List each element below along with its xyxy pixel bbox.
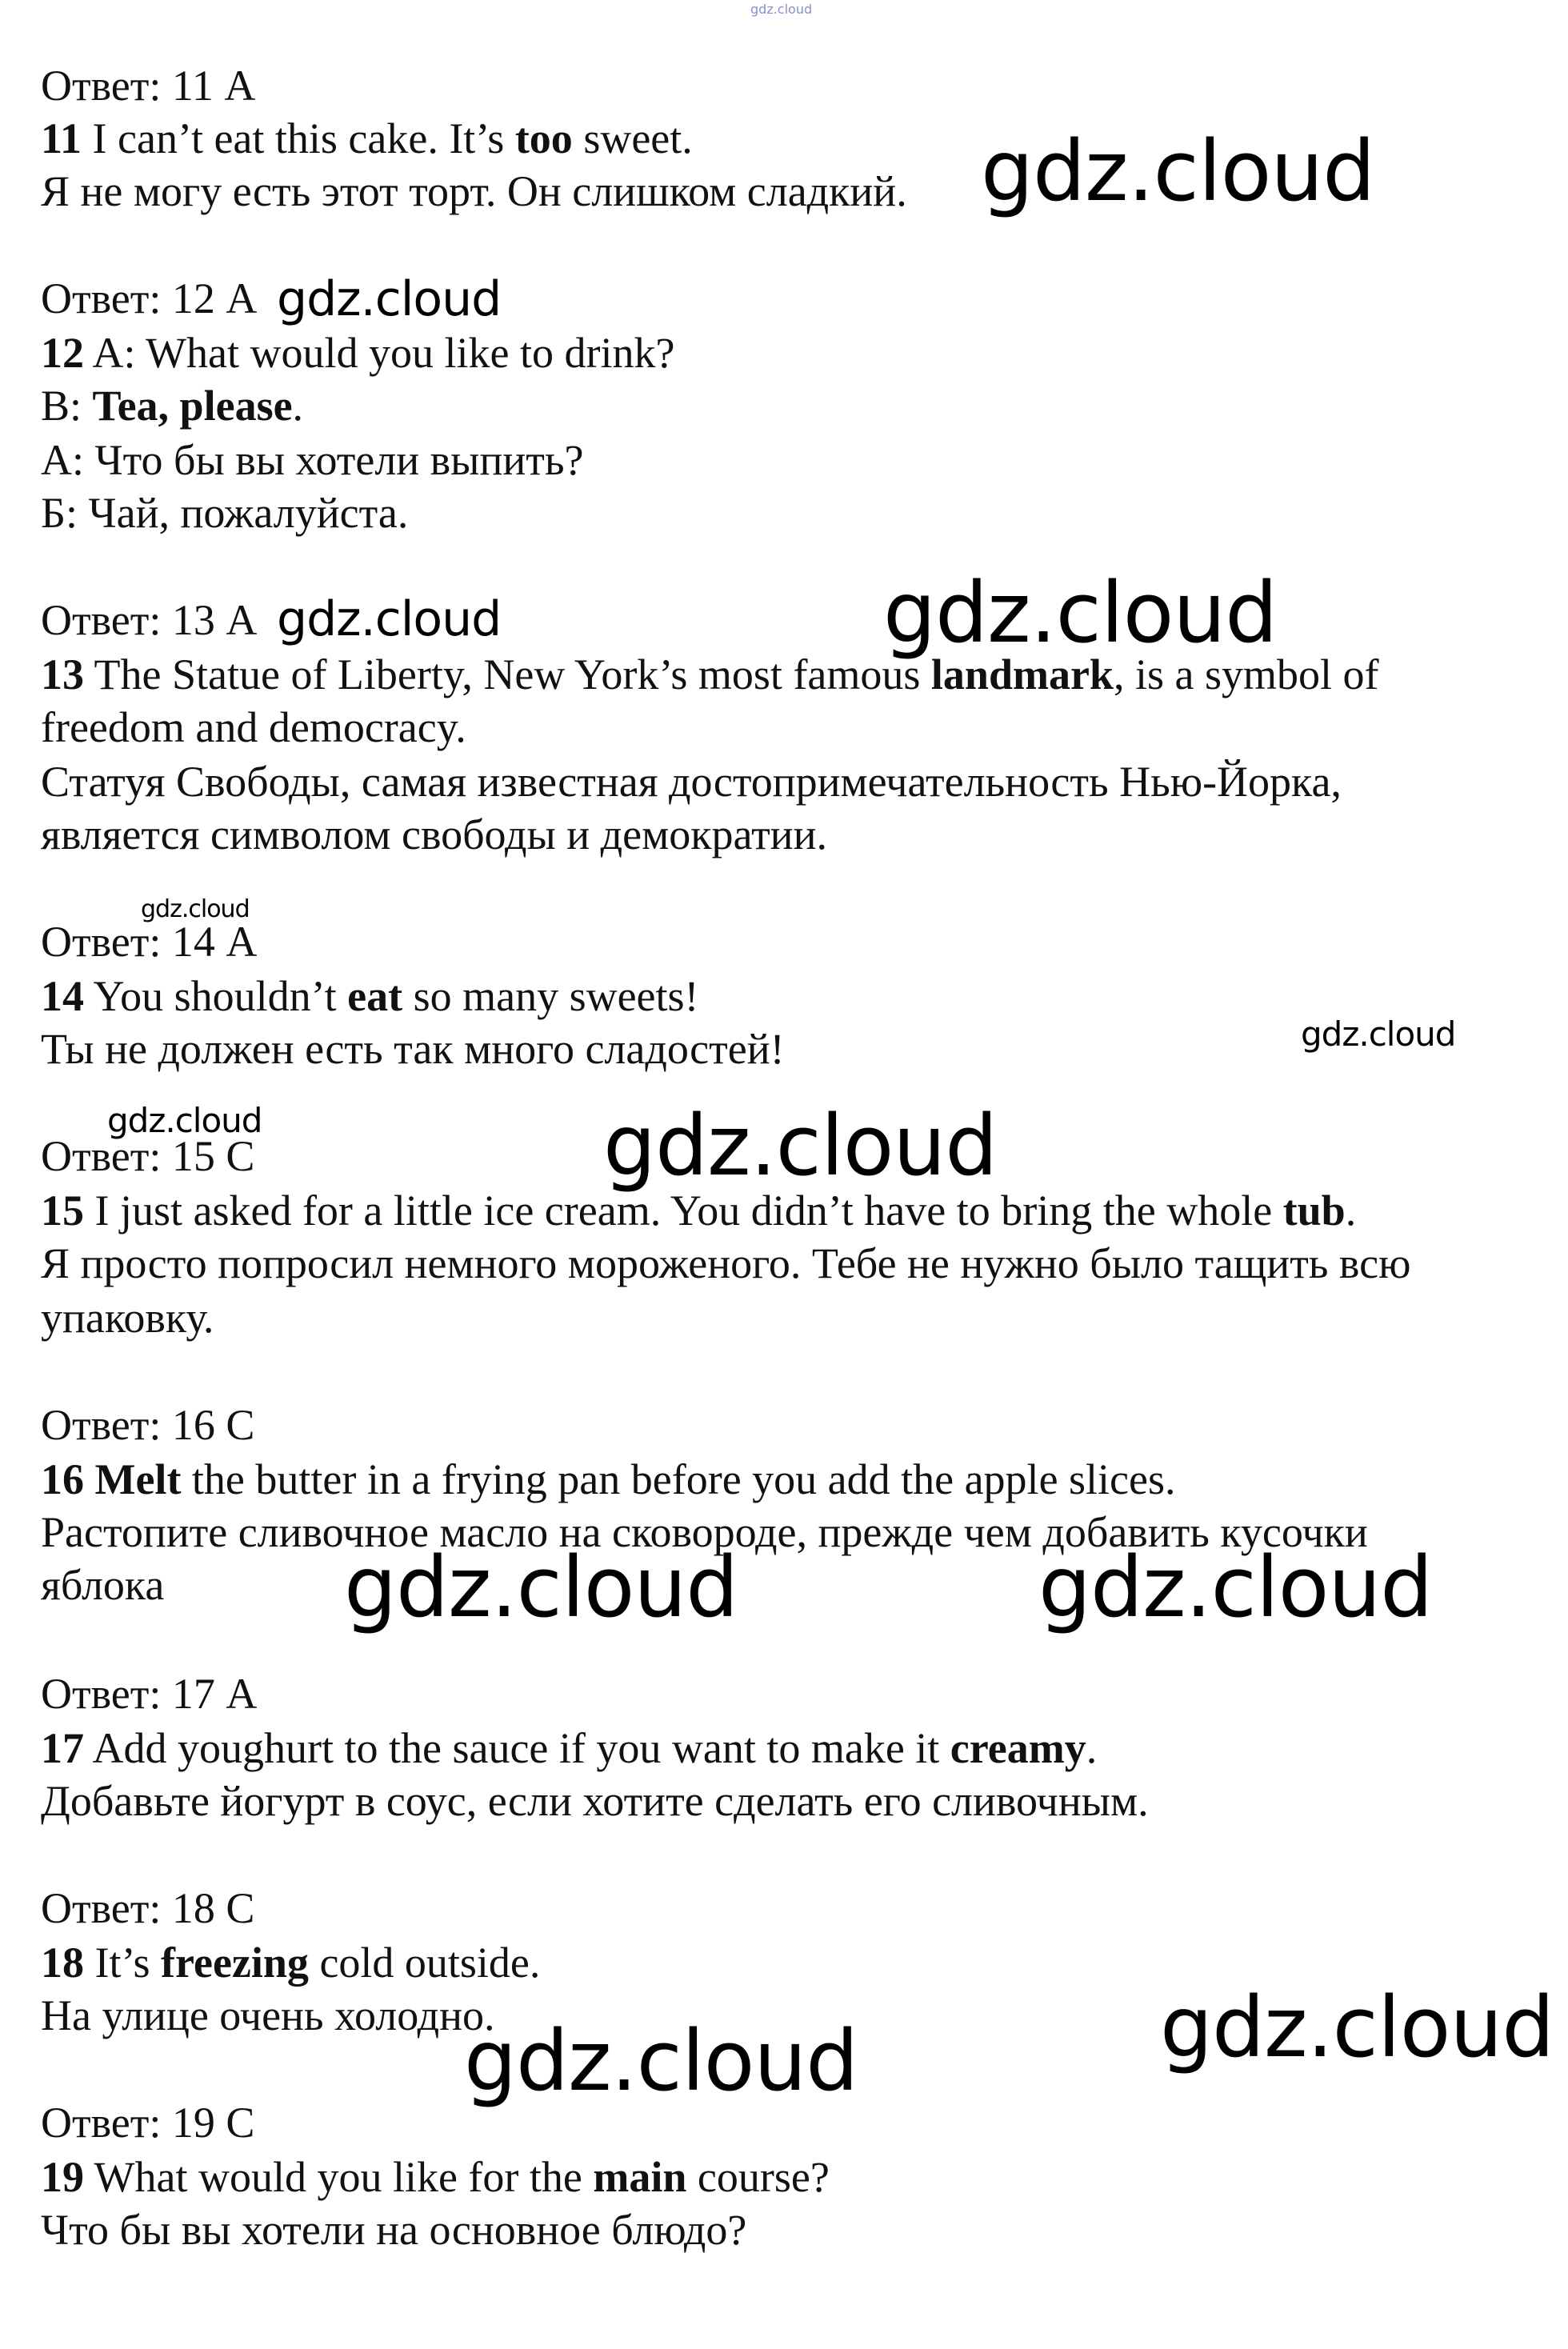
sentence-text: What would you like for the bbox=[84, 2153, 594, 2201]
sentence-text: . bbox=[1086, 1724, 1098, 1772]
watermark-text: gdz.cloud bbox=[277, 591, 502, 647]
bold-keyword: tub bbox=[1282, 1187, 1346, 1235]
answer-13-russian-a: Статуя Свободы, самая известная достопримечательность Нью-Йорка, bbox=[41, 758, 1342, 806]
sentence-text: so many sweets! bbox=[402, 972, 699, 1020]
sentence-text: B: bbox=[41, 382, 93, 430]
sentence-text: , is a symbol of bbox=[1113, 650, 1379, 698]
answer-17-label: Ответ: 17 A bbox=[41, 1670, 258, 1718]
answer-18-label: Ответ: 18 C bbox=[41, 1884, 255, 1932]
watermark-text: gdz.cloud bbox=[1301, 1014, 1456, 1054]
answer-13-english-b bbox=[41, 703, 466, 751]
answer-16-label: Ответ: 16 C bbox=[41, 1401, 255, 1449]
watermark-text: gdz.cloud bbox=[464, 2012, 858, 2110]
bold-keyword: landmark bbox=[930, 650, 1114, 698]
answer-12-russian-a: А: Что бы вы хотели выпить? bbox=[41, 436, 584, 484]
watermark-text: gdz.cloud bbox=[883, 564, 1278, 662]
sentence-text: sweet. bbox=[572, 114, 693, 162]
bold-keyword: 17 bbox=[41, 1724, 84, 1772]
bold-keyword: too bbox=[514, 114, 573, 162]
answer-11-label: Ответ: 11 A bbox=[41, 62, 256, 110]
answer-14-russian: Ты не должен есть так много сладостей! bbox=[41, 1025, 785, 1073]
answer-14-english bbox=[41, 974, 699, 1018]
answer-15-russian-a: Я просто попросил немного мороженого. Тебе не нужно было тащить всю bbox=[41, 1239, 1411, 1287]
answer-16-english bbox=[41, 1455, 1176, 1503]
top-watermark-tag: gdz.cloud bbox=[750, 2, 813, 17]
sentence-text: the butter in a frying pan before you add the apple slices. bbox=[181, 1455, 1176, 1503]
sentence-text: You shouldn’t bbox=[84, 972, 348, 1020]
answer-13-label: Ответ: 13 A bbox=[41, 596, 258, 644]
bold-keyword: creamy bbox=[950, 1724, 1086, 1772]
answer-16-russian-a: Растопите сливочное масло на сковороде, прежде чем добавить кусочки bbox=[41, 1508, 1368, 1556]
sentence-text: freedom and democracy. bbox=[41, 703, 466, 751]
bold-keyword: 16 Melt bbox=[41, 1455, 182, 1503]
bold-keyword: freezing bbox=[161, 1939, 309, 1987]
watermark-text: gdz.cloud bbox=[107, 1101, 262, 1140]
bold-keyword: Tea, please bbox=[92, 382, 293, 430]
sentence-text: I just asked for a little ice cream. You didn’t have to bring the whole bbox=[84, 1187, 1283, 1235]
bold-keyword: main bbox=[593, 2153, 687, 2201]
bold-keyword: 15 bbox=[41, 1187, 84, 1235]
answer-12-label: Ответ: 12 A bbox=[41, 274, 258, 322]
answer-16-russian-b: яблока bbox=[41, 1561, 165, 1609]
watermark-text: gdz.cloud bbox=[1160, 1979, 1554, 2076]
bold-keyword: 12 bbox=[41, 329, 84, 377]
answer-19-russian: Что бы вы хотели на основное блюдо? bbox=[41, 2206, 747, 2254]
answer-18-english bbox=[41, 1939, 541, 1987]
answer-17-russian: Добавьте йогурт в соус, если хотите сделать его сливочным. bbox=[41, 1777, 1149, 1825]
answer-11-english bbox=[41, 114, 693, 162]
bold-keyword: 14 bbox=[41, 972, 84, 1020]
answer-19-english bbox=[41, 2155, 830, 2199]
answer-15-english bbox=[41, 1187, 1357, 1235]
sentence-text: The Statue of Liberty, New York’s most famous bbox=[84, 650, 931, 698]
answer-12-english-b bbox=[41, 382, 304, 430]
watermark-text: gdz.cloud bbox=[141, 895, 250, 923]
sentence-text: A: What would you like to drink? bbox=[84, 329, 675, 377]
sentence-text: . bbox=[292, 382, 304, 430]
answer-12-russian-b: Б: Чай, пожалуйста. bbox=[41, 489, 409, 537]
bold-keyword: 18 bbox=[41, 1939, 84, 1987]
bold-keyword: 13 bbox=[41, 650, 84, 698]
answer-14-label: Ответ: 14 A bbox=[41, 918, 258, 966]
watermark-text: gdz.cloud bbox=[277, 271, 502, 327]
answer-12-english bbox=[41, 329, 675, 377]
sentence-text: . bbox=[1345, 1187, 1357, 1235]
answer-11-russian: Я не могу есть этот торт. Он слишком сладкий. bbox=[41, 167, 907, 215]
watermark-text: gdz.cloud bbox=[981, 122, 1375, 220]
answer-15-russian-b: упаковку. bbox=[41, 1294, 214, 1342]
answer-17-english bbox=[41, 1724, 1098, 1772]
answer-19-label: Ответ: 19 C bbox=[41, 2099, 255, 2147]
bold-keyword: 19 bbox=[41, 2153, 84, 2201]
sentence-text: I can’t eat this cake. It’s bbox=[82, 114, 515, 162]
watermark-text: gdz.cloud bbox=[1038, 1539, 1433, 1636]
answer-13-russian-b: является символом свободы и демократии. bbox=[41, 810, 827, 858]
answer-18-russian: На улице очень холодно. bbox=[41, 1991, 495, 2039]
answer-15-label: Ответ: 15 C bbox=[41, 1132, 255, 1180]
sentence-text: course? bbox=[686, 2153, 830, 2201]
bold-keyword: eat bbox=[347, 972, 403, 1020]
sentence-text: It’s bbox=[84, 1939, 162, 1987]
watermark-text: gdz.cloud bbox=[344, 1539, 738, 1636]
bold-keyword: 11 bbox=[41, 114, 82, 162]
watermark-text: gdz.cloud bbox=[603, 1097, 998, 1195]
sentence-text: Add youghurt to the sauce if you want to make it bbox=[84, 1724, 950, 1772]
sentence-text: cold outside. bbox=[308, 1939, 541, 1987]
